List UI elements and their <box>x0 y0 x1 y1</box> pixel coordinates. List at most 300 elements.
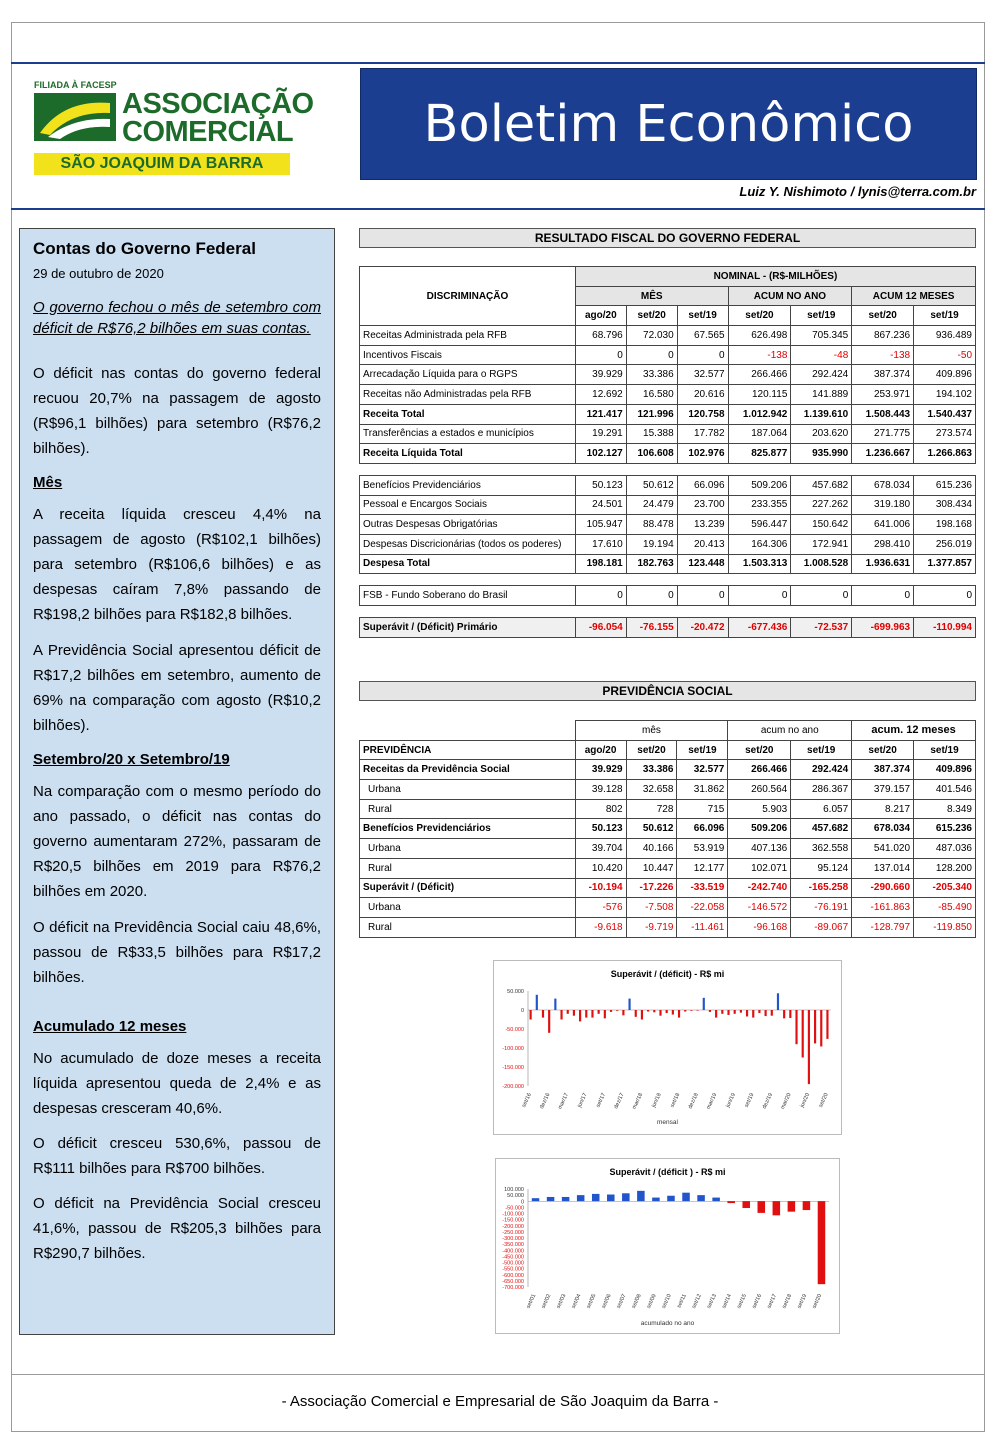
table-row <box>360 858 976 878</box>
chart-bar <box>577 1195 585 1201</box>
x-tick-label: set/16 <box>751 1293 764 1310</box>
table-row <box>360 385 976 405</box>
row-value: 67.565 <box>677 326 728 346</box>
x-tick-label: set/18 <box>669 1092 682 1109</box>
row-label: Superávit / (Déficit) <box>360 878 576 898</box>
prev-header-12: acum. 12 meses <box>852 721 976 741</box>
x-tick-label: dez/19 <box>761 1092 775 1110</box>
chart-bar <box>667 1196 675 1202</box>
row-value: 705.345 <box>791 326 852 346</box>
x-tick-label: jun/17 <box>576 1092 589 1109</box>
row-value: 615.236 <box>914 475 976 495</box>
row-value: -22.058 <box>677 898 728 918</box>
row-value: 1.936.631 <box>852 554 914 574</box>
chart-bar <box>678 1010 680 1018</box>
row-value: 401.546 <box>914 780 976 800</box>
x-tick-label: set/19 <box>743 1092 756 1109</box>
y-tick-label: -50.000 <box>505 1205 524 1212</box>
chart-bar <box>808 1010 810 1084</box>
row-value: 867.236 <box>852 326 914 346</box>
table-row <box>360 534 976 554</box>
row-value: 102.071 <box>728 858 791 878</box>
row-label: Benefícios Previdenciários <box>360 819 576 839</box>
x-tick-label: set/19 <box>796 1293 809 1310</box>
row-value: 227.262 <box>791 495 852 515</box>
header-top-rule <box>11 62 985 64</box>
row-value: -138 <box>728 345 791 365</box>
row-value: 641.006 <box>852 515 914 535</box>
y-tick-label: -650.000 <box>502 1278 524 1285</box>
row-value: -50 <box>914 345 976 365</box>
chart-bar <box>530 1010 532 1020</box>
row-label: Urbana <box>360 780 576 800</box>
chart-bar <box>773 1201 781 1215</box>
row-value: 95.124 <box>791 858 852 878</box>
monthly-deficit-svg <box>494 961 841 1134</box>
row-value: 0 <box>852 586 914 606</box>
row-value: -699.963 <box>852 618 914 638</box>
row-value: -48 <box>791 345 852 365</box>
row-label: Rural <box>360 858 576 878</box>
sidebar-lead: O governo fechou o mês de setembro com déficit de R$76,2 bilhões em suas contas. <box>33 299 321 337</box>
accumulated-deficit-chart <box>495 1158 840 1334</box>
row-value: 20.616 <box>677 385 728 405</box>
row-value: 6.057 <box>791 799 852 819</box>
chart-bar <box>765 1010 767 1016</box>
chart-bar <box>771 1010 773 1016</box>
row-value: 0 <box>914 586 976 606</box>
table-row <box>360 917 976 937</box>
row-value: 0 <box>626 345 677 365</box>
prev-header-mes: mês <box>575 721 728 741</box>
column-header: ago/20 <box>575 740 626 760</box>
row-value: 68.796 <box>575 326 626 346</box>
row-value: 1.139.610 <box>791 404 852 424</box>
row-value: 17.782 <box>677 424 728 444</box>
row-value: 31.862 <box>677 780 728 800</box>
chart-bar <box>742 1201 750 1208</box>
y-tick-label: -150.000 <box>502 1217 524 1224</box>
y-tick-label: -250.000 <box>502 1229 524 1236</box>
row-value: 39.929 <box>575 365 626 385</box>
row-value: 457.682 <box>791 475 852 495</box>
x-tick-label: set/16 <box>521 1092 533 1109</box>
association-logo <box>34 80 314 176</box>
logo-word-comercial: COMERCIAL <box>122 116 294 148</box>
header-discriminacao: DISCRIMINAÇÃO <box>360 267 576 326</box>
row-value: 1.008.528 <box>791 554 852 574</box>
row-value: -119.850 <box>914 917 976 937</box>
row-value: 626.498 <box>728 326 791 346</box>
row-label: Urbana <box>360 839 576 859</box>
summary-sidebar <box>19 228 335 1335</box>
chart-bar <box>542 1010 544 1018</box>
chart-bar <box>777 993 779 1010</box>
table-row <box>360 424 976 444</box>
x-tick-label: set/18 <box>781 1293 794 1310</box>
x-tick-label: mar/20 <box>779 1092 793 1111</box>
row-value: 802 <box>575 799 626 819</box>
chart-bar <box>560 1010 562 1020</box>
row-value: -33.519 <box>677 878 728 898</box>
row-label: FSB - Fundo Soberano do Brasil <box>360 586 576 606</box>
x-tick-label: set/04 <box>570 1293 583 1310</box>
row-value: 0 <box>626 586 677 606</box>
x-tick-label: dez/17 <box>613 1092 626 1110</box>
row-value: 20.413 <box>677 534 728 554</box>
x-tick-label: set/09 <box>645 1293 658 1310</box>
row-value: 121.996 <box>626 404 677 424</box>
chart-bar <box>652 1198 660 1202</box>
chart-bar <box>697 1195 705 1201</box>
table-row <box>360 780 976 800</box>
row-value: 50.612 <box>626 819 677 839</box>
primary-result-row <box>360 618 976 638</box>
row-value: 106.608 <box>626 444 677 464</box>
x-tick-label: jun/20 <box>799 1092 812 1109</box>
x-tick-label: set/13 <box>706 1293 718 1310</box>
row-label: Pessoal e Encargos Sociais <box>360 495 576 515</box>
row-value: 39.128 <box>575 780 626 800</box>
row-value: 16.580 <box>626 385 677 405</box>
chart-bar <box>567 1010 569 1014</box>
x-tick-label: set/17 <box>595 1092 608 1109</box>
monthly-deficit-chart <box>493 960 842 1135</box>
chart-bar <box>789 1010 791 1018</box>
row-value: -9.719 <box>626 917 677 937</box>
row-value: 266.466 <box>728 365 791 385</box>
y-tick-label: -500.000 <box>502 1260 524 1267</box>
chart-bar <box>734 1010 736 1014</box>
x-axis-label: mensal <box>657 1119 678 1126</box>
row-value: 487.036 <box>914 839 976 859</box>
row-value: -146.572 <box>728 898 791 918</box>
column-header: ago/20 <box>575 306 626 326</box>
row-value: 198.168 <box>914 515 976 535</box>
chart-bar <box>795 1010 797 1044</box>
chart-bar <box>592 1194 600 1201</box>
chart-bar <box>672 1010 674 1015</box>
table-row <box>360 839 976 859</box>
chart-bar <box>562 1197 570 1201</box>
chart-bar <box>814 1010 816 1043</box>
x-tick-label: set/05 <box>585 1293 598 1310</box>
y-tick-label: 0 <box>520 1008 524 1014</box>
logo-filiada-text: FILIADA À FACESP <box>34 80 117 90</box>
row-value: -10.194 <box>575 878 626 898</box>
row-value: -110.994 <box>914 618 976 638</box>
row-value: 8.217 <box>852 799 914 819</box>
row-label: Outras Despesas Obrigatórias <box>360 515 576 535</box>
bulletin-title-box <box>360 68 977 180</box>
row-value: 260.564 <box>728 780 791 800</box>
chart-bar <box>604 1010 606 1018</box>
row-value: 1.508.443 <box>852 404 914 424</box>
column-header: set/20 <box>626 306 677 326</box>
sidebar-paragraph: O déficit nas contas do governo federal recuou 20,7% na passagem de agosto (R$96,1 bilhões) para setembro (R$76,2 bilhões). <box>33 365 321 457</box>
chart-bar <box>803 1201 811 1210</box>
chart-bar <box>637 1191 645 1201</box>
chart-bar <box>573 1010 575 1016</box>
row-value: 256.019 <box>914 534 976 554</box>
y-tick-label: -100.000 <box>502 1046 524 1052</box>
column-header: set/19 <box>791 740 852 760</box>
row-value: 50.123 <box>575 819 626 839</box>
y-tick-label: -50.000 <box>505 1027 524 1033</box>
row-label: Receita Líquida Total <box>360 444 576 464</box>
row-value: -96.168 <box>728 917 791 937</box>
row-value: 596.447 <box>728 515 791 535</box>
row-value: -205.340 <box>914 878 976 898</box>
row-label: Rural <box>360 799 576 819</box>
chart-bar <box>690 1010 692 1011</box>
row-value: -576 <box>575 898 626 918</box>
column-header: set/19 <box>791 306 852 326</box>
x-tick-label: set/11 <box>676 1293 688 1310</box>
row-value: 12.177 <box>677 858 728 878</box>
y-tick-label: 0 <box>520 1199 524 1206</box>
x-tick-label: jun/18 <box>650 1092 663 1109</box>
row-value: 24.501 <box>575 495 626 515</box>
chart-bar <box>715 1010 717 1018</box>
sidebar-paragraph: A Previdência Social apresentou déficit de R$17,2 bilhões em setembro, aumento de 69% na comparação com agosto (R$10,2 bilhões). <box>33 642 321 734</box>
header-mes: MÊS <box>575 286 728 306</box>
sidebar-paragraph: Na comparação com o mesmo período do ano passado, o déficit nas contas do governo aumentaram 272%, passaram de R$20,5 bilhões em 2019 para R$76,2 bilhões em 2020. <box>33 783 321 900</box>
column-header: set/20 <box>728 740 791 760</box>
chart-bar <box>703 998 705 1010</box>
chart-bar <box>532 1198 540 1201</box>
row-value: 0 <box>677 345 728 365</box>
chart-bar <box>746 1010 748 1016</box>
row-value: 128.200 <box>914 858 976 878</box>
row-value: 936.489 <box>914 326 976 346</box>
row-value: 1.012.942 <box>728 404 791 424</box>
row-value: 271.775 <box>852 424 914 444</box>
row-value: 935.990 <box>791 444 852 464</box>
table-row <box>360 475 976 495</box>
chart-bar <box>659 1010 661 1016</box>
y-tick-label: -700.000 <box>502 1285 524 1291</box>
x-tick-label: set/12 <box>691 1293 703 1310</box>
chart-title: Superávit / (déficit ) - R$ mi <box>609 1167 726 1177</box>
table-row <box>360 760 976 780</box>
y-tick-label: -150.000 <box>502 1065 524 1071</box>
row-value: 292.424 <box>791 365 852 385</box>
row-value: 32.577 <box>677 760 728 780</box>
row-value: 141.889 <box>791 385 852 405</box>
x-tick-label: set/07 <box>615 1293 628 1310</box>
row-value: 715 <box>677 799 728 819</box>
table-row <box>360 404 976 424</box>
chart-bar <box>783 1010 785 1018</box>
chart-bar <box>721 1010 723 1014</box>
sidebar-paragraph: O déficit na Previdência Social caiu 48,6%, passou de R$33,5 bilhões para R$17,2 bilhões. <box>33 919 321 986</box>
column-header: set/19 <box>914 740 976 760</box>
row-value: 509.206 <box>728 475 791 495</box>
x-tick-label: set/08 <box>630 1293 643 1310</box>
table-row <box>360 878 976 898</box>
column-header: set/20 <box>728 306 791 326</box>
row-label: Rural <box>360 917 576 937</box>
y-tick-label: -200.000 <box>502 1223 524 1230</box>
fiscal-result-table <box>359 266 976 638</box>
header-nominal: NOMINAL - (R$-MILHÕES) <box>575 267 975 287</box>
row-value: 319.180 <box>852 495 914 515</box>
footer-text: - Associação Comercial e Empresarial de São Joaquim da Barra - <box>281 1393 719 1410</box>
row-value: 88.478 <box>626 515 677 535</box>
row-value: 187.064 <box>728 424 791 444</box>
x-tick-label: mar/19 <box>705 1092 719 1111</box>
row-value: 40.166 <box>626 839 677 859</box>
row-value: 105.947 <box>575 515 626 535</box>
row-value: 17.610 <box>575 534 626 554</box>
x-axis-label: acumulado no ano <box>640 1320 695 1327</box>
table-row <box>360 819 976 839</box>
row-value: 39.929 <box>575 760 626 780</box>
row-value: 308.434 <box>914 495 976 515</box>
chart-bar <box>641 1010 643 1020</box>
chart-bar <box>697 1010 699 1011</box>
x-tick-label: jun/19 <box>725 1092 737 1109</box>
chart-bar <box>682 1193 690 1202</box>
footer-rule <box>11 1374 985 1375</box>
table-row <box>360 326 976 346</box>
row-value: 409.896 <box>914 365 976 385</box>
y-tick-label: -600.000 <box>502 1272 524 1279</box>
row-value: -7.508 <box>626 898 677 918</box>
row-label: Despesas Discricionárias (todos os poderes) <box>360 534 576 554</box>
y-tick-label: -350.000 <box>502 1242 524 1249</box>
row-value: 50.123 <box>575 475 626 495</box>
row-value: 194.102 <box>914 385 976 405</box>
chart-bar <box>547 1197 555 1201</box>
x-tick-label: set/20 <box>811 1293 824 1310</box>
x-tick-label: set/20 <box>817 1092 830 1109</box>
chart-bar <box>788 1201 796 1211</box>
sidebar-date: 29 de outubro de 2020 <box>33 266 164 281</box>
table-row <box>360 799 976 819</box>
row-value: 23.700 <box>677 495 728 515</box>
row-value: 0 <box>677 586 728 606</box>
row-value: 66.096 <box>677 819 728 839</box>
sidebar-title: Contas do Governo Federal <box>33 239 256 258</box>
row-value: 203.620 <box>791 424 852 444</box>
row-value: 120.115 <box>728 385 791 405</box>
row-value: 19.194 <box>626 534 677 554</box>
x-tick-label: dez/16 <box>539 1092 552 1110</box>
row-value: 298.410 <box>852 534 914 554</box>
row-value: 32.577 <box>677 365 728 385</box>
row-value: 15.388 <box>626 424 677 444</box>
row-value: 286.367 <box>791 780 852 800</box>
chart-bar <box>653 1010 655 1012</box>
chart-bar <box>585 1010 587 1018</box>
x-tick-label: set/14 <box>721 1293 733 1310</box>
header-bottom-rule <box>11 208 985 210</box>
row-value: -138 <box>852 345 914 365</box>
chart-bar <box>752 1010 754 1018</box>
y-tick-label: -200.000 <box>502 1084 524 1090</box>
chart-bar <box>709 1010 711 1012</box>
chart-title: Superávit / (déficit) - R$ mi <box>610 969 725 979</box>
x-tick-label: set/06 <box>600 1293 613 1310</box>
row-value: 678.034 <box>852 819 914 839</box>
chart-bar <box>591 1010 593 1018</box>
table-row <box>360 554 976 574</box>
row-value: 407.136 <box>728 839 791 859</box>
row-value: -677.436 <box>728 618 791 638</box>
column-header: set/19 <box>677 306 728 326</box>
row-label: Receitas não Administradas pela RFB <box>360 385 576 405</box>
row-value: 292.424 <box>791 760 852 780</box>
row-value: 541.020 <box>852 839 914 859</box>
table-row <box>360 365 976 385</box>
row-value: -85.490 <box>914 898 976 918</box>
row-value: 409.896 <box>914 760 976 780</box>
row-label: Receitas da Previdência Social <box>360 760 576 780</box>
chart-bar <box>826 1010 828 1039</box>
row-value: 102.976 <box>677 444 728 464</box>
x-tick-label: set/15 <box>736 1293 749 1310</box>
logo-emblem-icon <box>34 93 116 141</box>
prev-header-previdencia: PREVIDÊNCIA <box>360 740 576 760</box>
row-value: 1.266.863 <box>914 444 976 464</box>
row-value: 615.236 <box>914 819 976 839</box>
fiscal-table-title: RESULTADO FISCAL DO GOVERNO FEDERAL <box>359 228 976 248</box>
column-header: set/20 <box>852 740 914 760</box>
section-heading-mes: Mês <box>33 474 63 491</box>
row-value: 0 <box>575 345 626 365</box>
row-value: 24.479 <box>626 495 677 515</box>
row-label: Incentivos Fiscais <box>360 345 576 365</box>
x-tick-label: set/03 <box>555 1293 568 1310</box>
row-value: 137.014 <box>852 858 914 878</box>
fsb-row <box>360 586 976 606</box>
row-value: 0 <box>575 586 626 606</box>
chart-bar <box>758 1010 760 1013</box>
row-value: -76.191 <box>791 898 852 918</box>
chart-bar <box>740 1010 742 1013</box>
chart-bar <box>684 1010 686 1012</box>
row-label: Despesa Total <box>360 554 576 574</box>
row-value: 33.386 <box>626 365 677 385</box>
row-value: 198.181 <box>575 554 626 574</box>
row-value: -96.054 <box>575 618 626 638</box>
chart-bar <box>628 999 630 1010</box>
row-value: 273.574 <box>914 424 976 444</box>
chart-bar <box>727 1010 729 1015</box>
row-value: 32.658 <box>626 780 677 800</box>
y-tick-label: 100.000 <box>504 1187 524 1193</box>
row-value: 39.704 <box>575 839 626 859</box>
row-value: 53.919 <box>677 839 728 859</box>
table-row <box>360 495 976 515</box>
row-value: 121.417 <box>575 404 626 424</box>
row-label: Urbana <box>360 898 576 918</box>
section-heading-setembro: Setembro/20 x Setembro/19 <box>33 751 230 768</box>
row-value: -11.461 <box>677 917 728 937</box>
row-value: 123.448 <box>677 554 728 574</box>
row-value: 0 <box>791 586 852 606</box>
x-tick-label: set/10 <box>661 1293 673 1310</box>
row-value: 253.971 <box>852 385 914 405</box>
row-value: 379.157 <box>852 780 914 800</box>
row-value: 0 <box>728 586 791 606</box>
row-value: -165.258 <box>791 878 852 898</box>
row-value: 164.306 <box>728 534 791 554</box>
row-value: 50.612 <box>626 475 677 495</box>
chart-bar <box>622 1010 624 1015</box>
